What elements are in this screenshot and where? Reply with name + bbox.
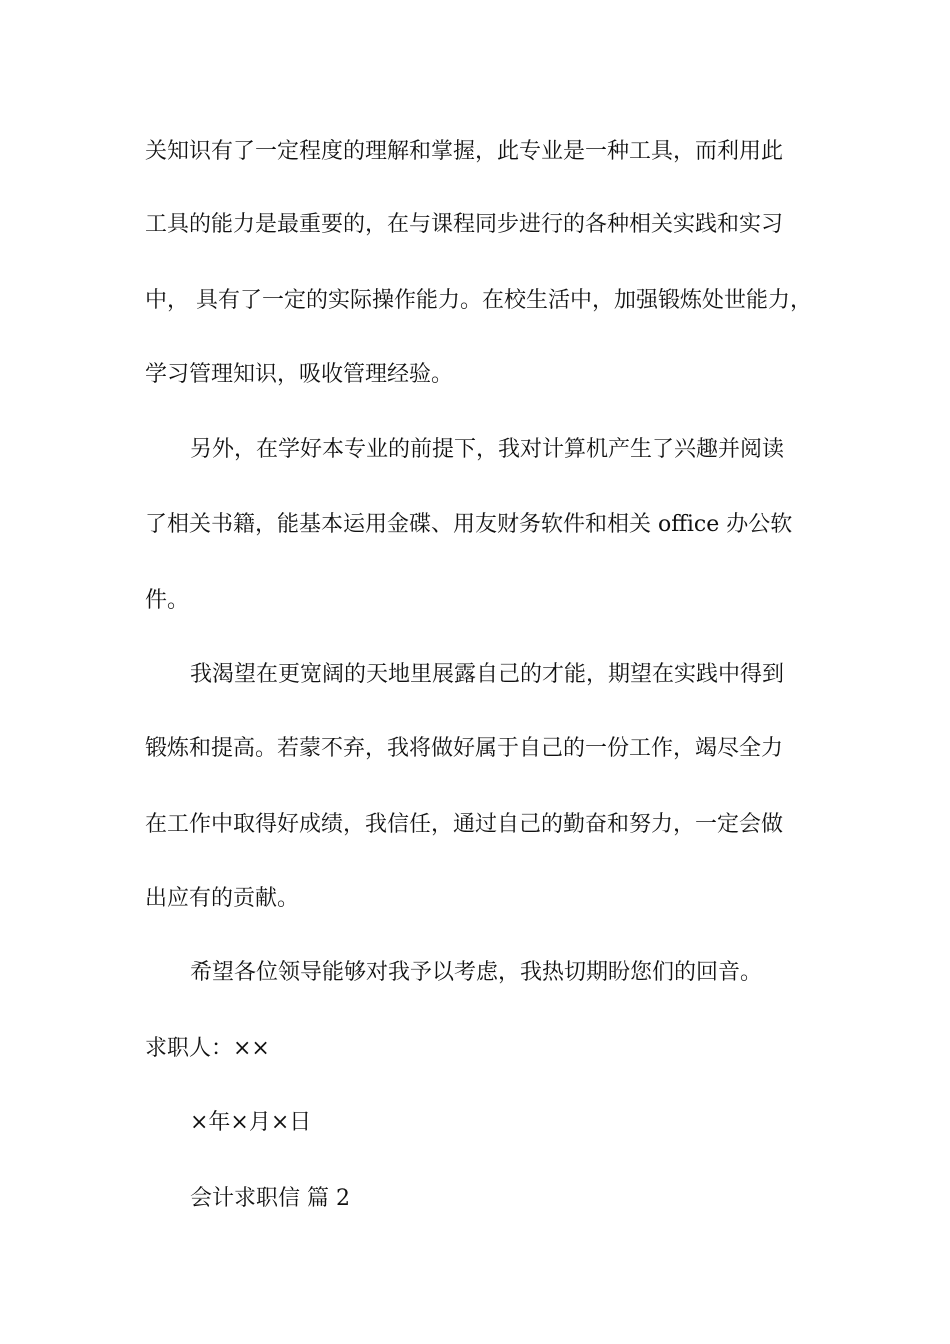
date-line: ×年×月×日 (190, 1110, 312, 1135)
paragraph-line: 中， 具有了一定的实际操作能力。在校生活中，加强锻炼处世能力， (145, 288, 812, 313)
signature-line: 求职人：×× (145, 1036, 270, 1061)
section-heading: 会计求职信 篇 2 (190, 1186, 350, 1211)
paragraph-line: 另外，在学好本专业的前提下，我对计算机产生了兴趣并阅读 (190, 437, 785, 462)
paragraph-line: 我渴望在更宽阔的天地里展露自己的才能，期望在实践中得到 (190, 662, 785, 687)
paragraph-line: 关知识有了一定程度的理解和掌握，此专业是一种工具，而利用此 (145, 139, 784, 164)
paragraph-line: 在工作中取得好成绩，我信任，通过自己的勤奋和努力，一定会做 (145, 812, 784, 837)
paragraph-line: 学习管理知识，吸收管理经验。 (145, 362, 454, 387)
paragraph-line: 了相关书籍，能基本运用金碟、用友财务软件和相关 office 办公软 (145, 512, 793, 537)
paragraph-line: 出应有的贡献。 (145, 886, 300, 911)
paragraph-line: 工具的能力是最重要的，在与课程同步进行的各种相关实践和实习 (145, 212, 784, 237)
closing-line: 希望各位领导能够对我予以考虑，我热切期盼您们的回音。 (190, 960, 763, 985)
paragraph-line: 锻炼和提高。若蒙不弃，我将做好属于自己的一份工作，竭尽全力 (145, 736, 784, 761)
paragraph-line: 件。 (145, 588, 190, 613)
